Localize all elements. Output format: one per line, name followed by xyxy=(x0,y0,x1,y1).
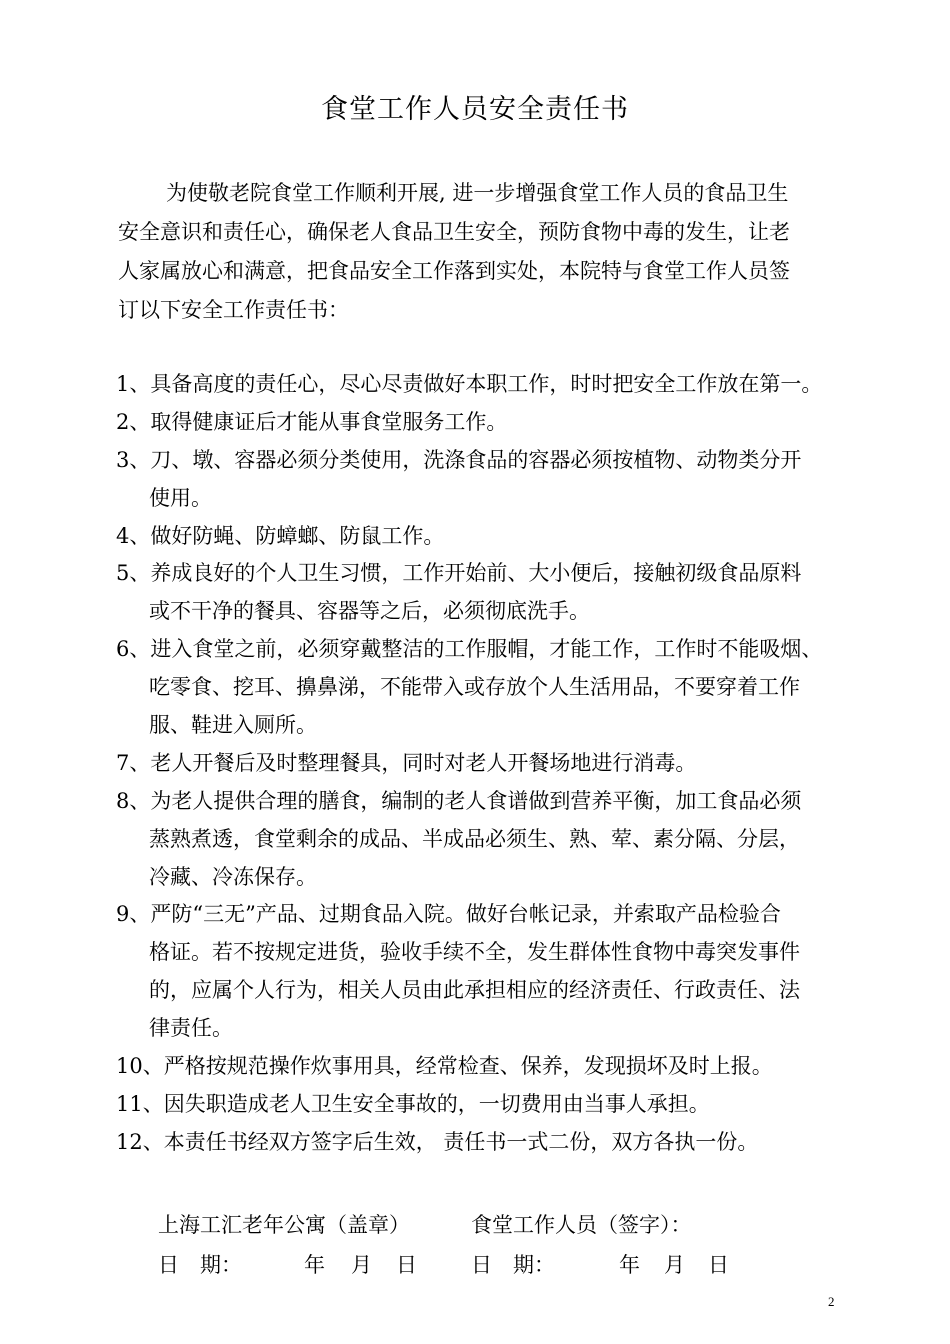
right-date-day: 日 xyxy=(708,1253,729,1277)
clause-line: 4、做好防蝇、防蟑螂、防鼠工作。 xyxy=(116,523,445,548)
clause-line: 的，应属个人行为，相关人员由此承担相应的经济责任、行政责任、法 xyxy=(149,978,800,1003)
clause-line: 使用。 xyxy=(149,485,212,510)
document-title: 食堂工作人员安全责任书 xyxy=(321,94,629,125)
intro-line: 为使敬老院食堂工作顺利开展, 进一步增强食堂工作人员的食品卫生 xyxy=(166,181,789,205)
clause-line: 或不干净的餐具、容器等之后，必须彻底洗手。 xyxy=(149,599,590,624)
left-date-day: 日 xyxy=(396,1253,417,1277)
clause-line: 7、老人开餐后及时整理餐具，同时对老人开餐场地进行消毒。 xyxy=(116,750,697,775)
clause-list xyxy=(116,366,851,1162)
clause-line: 5、养成良好的个人卫生习惯，工作开始前、大小便后，接触初级食品原料 xyxy=(116,561,802,586)
clause-line: 10、严格按规范操作炊事用具，经常检查、保养，发现损坏及时上报。 xyxy=(116,1054,773,1079)
clause-line: 吃零食、挖耳、擤鼻涕，不能带入或存放个人生活用品，不要穿着工作 xyxy=(149,675,800,700)
clause-line: 蒸熟煮透，食堂剩余的成品、半成品必须生、熟、荤、素分隔、分层， xyxy=(149,826,800,851)
clause-line: 2、取得健康证后才能从事食堂服务工作。 xyxy=(116,409,508,434)
clause-line: 冷藏、冷冻保存。 xyxy=(149,864,317,889)
clause-line: 3、刀、墩、容器必须分类使用，洗涤食品的容器必须按植物、动物类分开 xyxy=(116,447,802,472)
left-date-month: 月 xyxy=(351,1253,372,1277)
clause-line: 1、具备高度的责任心，尽心尽责做好本职工作，时时把安全工作放在第一。 xyxy=(116,372,823,396)
clause-line: 11、因失职造成老人卫生安全事故的，一切费用由当事人承担。 xyxy=(116,1091,710,1116)
intro-line: 安全意识和责任心，确保老人食品卫生安全，预防食物中毒的发生，让老 xyxy=(118,220,790,244)
intro-line: 订以下安全工作责任书： xyxy=(118,298,349,322)
clause-line: 6、进入食堂之前，必须穿戴整洁的工作服帽，才能工作，工作时不能吸烟、 xyxy=(116,637,823,662)
clause-line: 服、鞋进入厕所。 xyxy=(149,713,317,738)
clause-line: 格证。若不按规定进货，验收手续不全，发生群体性食物中毒突发事件 xyxy=(149,940,800,965)
clause-line: 律责任。 xyxy=(149,1016,233,1041)
left-party-label: 上海工汇老年公寓（盖章） xyxy=(158,1213,410,1237)
right-party-label: 食堂工作人员（签字）： xyxy=(471,1213,692,1237)
intro-paragraph xyxy=(118,174,846,330)
intro-line: 人家属放心和满意，把食品安全工作落到实处，本院特与食堂工作人员签 xyxy=(118,259,790,283)
left-date-year: 年 xyxy=(304,1253,325,1277)
left-date-label: 日 期： xyxy=(158,1253,242,1277)
right-date-year: 年 xyxy=(619,1253,640,1277)
right-date-label: 日 期： xyxy=(471,1253,555,1277)
page-number: 2 xyxy=(828,1294,835,1309)
clause-line: 8、为老人提供合理的膳食，编制的老人食谱做到营养平衡，加工食品必须 xyxy=(116,788,802,813)
clause-line: 9、严防“三无”产品、过期食品入院。做好台帐记录，并索取产品检验合 xyxy=(116,902,781,927)
clause-line: 12、本责任书经双方签字后生效， 责任书一式二份，双方各执一份。 xyxy=(116,1129,759,1154)
right-date-month: 月 xyxy=(664,1253,685,1277)
